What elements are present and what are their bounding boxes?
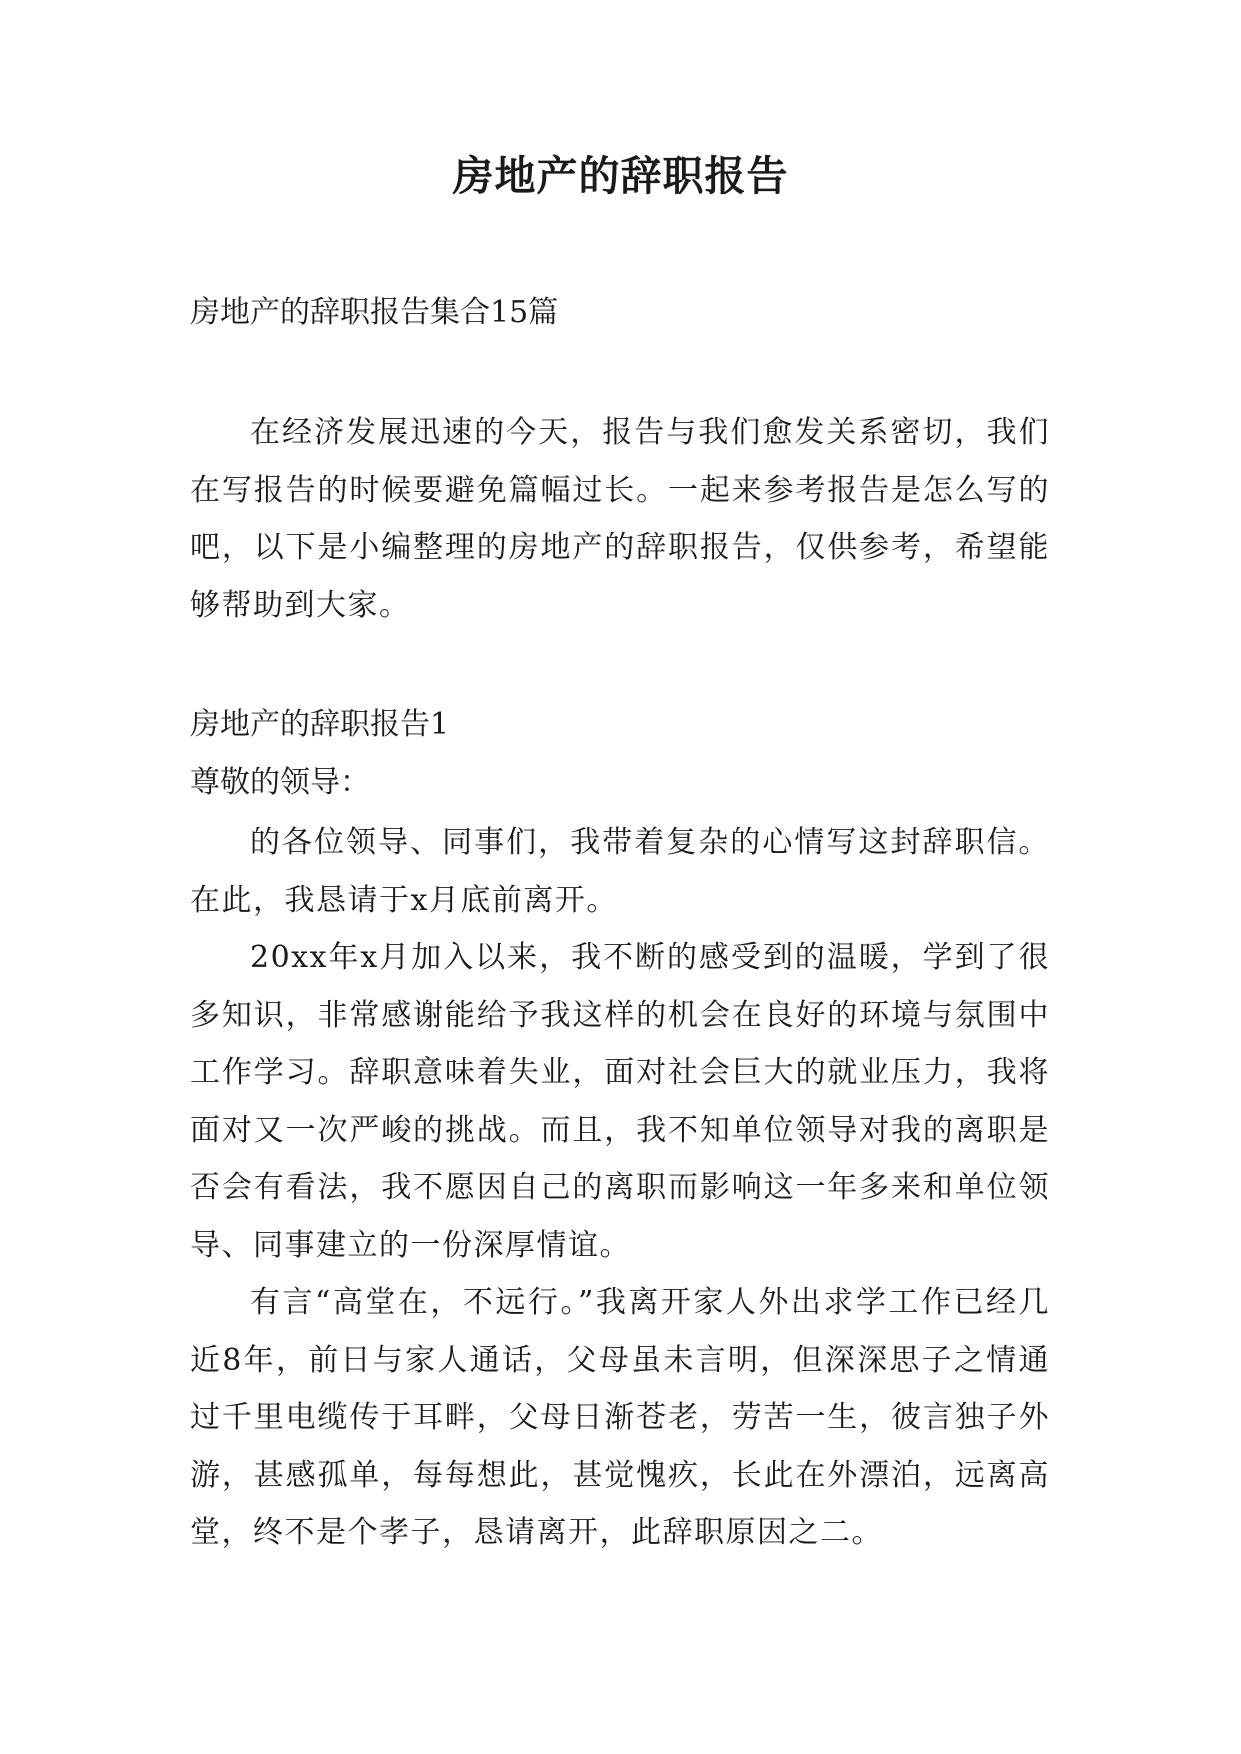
- salutation: 尊敬的领导：: [190, 765, 370, 800]
- document-title: 房地产的辞职报告: [452, 152, 789, 200]
- section-heading: 房地产的辞职报告1: [190, 707, 450, 742]
- intro-paragraph: 在经济发展迅速的今天，报告与我们愈发关系密切，我们在写报告的时候要避免篇幅过长。一起来参考报告是怎么写的吧，以下是小编整理的房地产的辞职报告，仅供参考，希望能够帮助到大家。: [190, 415, 1050, 623]
- letter-paragraph: 的各位领导、同事们，我带着复杂的心情写这封辞职信。在此，我恳请于x月底前离开。: [190, 825, 1050, 918]
- letter-paragraph: 有言“高堂在，不远行。”我离开家人外出求学工作已经几近8年，前日与家人通话，父母虽未言明，但深深思子之情通过千里电缆传于耳畔，父母日渐苍老，劳苦一生，彼言独子外游，甚感孤单，每每想此，甚觉愧疚，长此在外漂泊，远离高堂，终不是个孝子，恳请离开，此辞职原因之二。: [190, 1285, 1050, 1550]
- letter-body: [190, 814, 1050, 1562]
- intro-block: [190, 404, 1050, 634]
- document-subtitle: 房地产的辞职报告集合15篇: [190, 295, 559, 330]
- letter-paragraph: 20xx年x月加入以来，我不断的感受到的温暖，学到了很多知识，非常感谢能给予我这样的机会在良好的环境与氛围中工作学习。辞职意味着失业，面对社会巨大的就业压力，我将面对又一次严峻的挑战。而且，我不知单位领导对我的离职是否会有看法，我不愿因自己的离职而影响这一年多来和单位领导、同事建立的一份深厚情谊。: [190, 940, 1050, 1263]
